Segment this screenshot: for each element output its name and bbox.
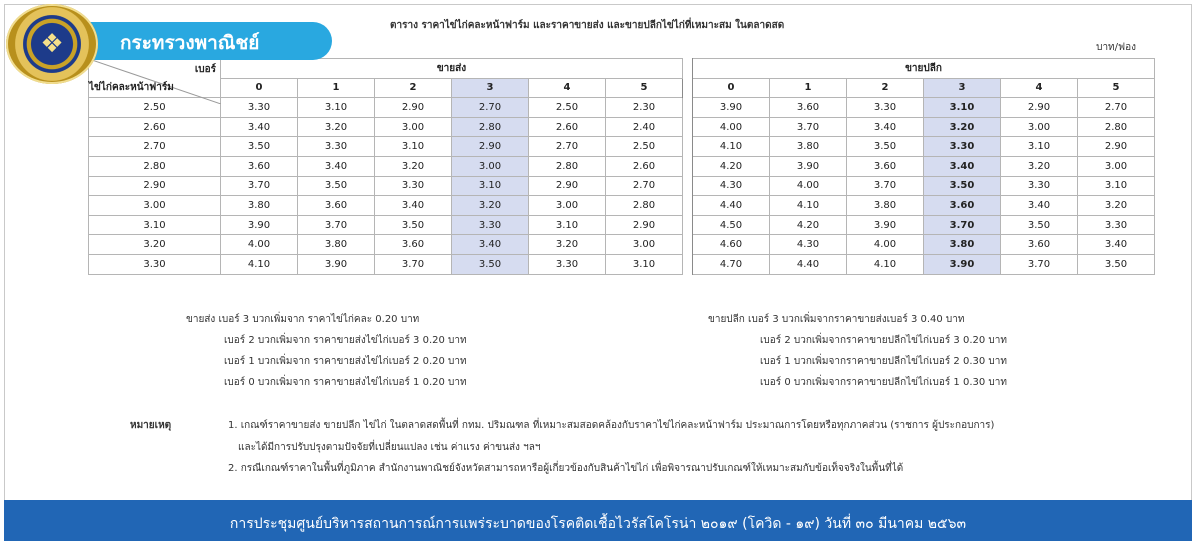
- retail-price-cell: 3.90: [770, 156, 847, 176]
- retail-price-cell: 3.60: [924, 196, 1001, 216]
- wholesale-price-cell: 3.70: [221, 176, 298, 196]
- table-row: [89, 176, 1155, 196]
- retail-price-cell: 4.70: [693, 254, 770, 274]
- retail-price-cell: 3.50: [847, 137, 924, 157]
- column-separator: [683, 98, 693, 118]
- wholesale-price-cell: 3.50: [452, 254, 529, 274]
- retail-price-cell: 3.70: [1001, 254, 1078, 274]
- wholesale-price-cell: 2.40: [606, 117, 683, 137]
- retail-price-cell: 3.30: [924, 137, 1001, 157]
- retail-price-cell: 4.60: [693, 235, 770, 255]
- retail-price-cell: 4.50: [693, 215, 770, 235]
- retail-group-header: ขายปลีก: [693, 59, 1155, 79]
- wholesale-price-cell: 2.50: [529, 98, 606, 118]
- wholesale-price-cell: 2.80: [606, 196, 683, 216]
- retail-price-cell: 3.70: [847, 176, 924, 196]
- wholesale-price-cell: 3.60: [298, 196, 375, 216]
- farm-price-header-label: ไข่ไก่คละหน้าฟาร์ม: [89, 82, 174, 94]
- table-row: [89, 196, 1155, 216]
- column-separator: [683, 254, 693, 274]
- retail-price-cell: 4.30: [770, 235, 847, 255]
- wholesale-price-cell: 3.40: [298, 156, 375, 176]
- retail-price-cell: 3.40: [1001, 196, 1078, 216]
- column-separator: [683, 156, 693, 176]
- footer-banner: [4, 500, 1192, 541]
- size-header-label: เบอร์: [194, 64, 216, 75]
- wholesale-price-cell: 2.50: [606, 137, 683, 157]
- column-separator: [683, 196, 693, 216]
- retail-price-cell: 4.40: [693, 196, 770, 216]
- retail-price-cell: 3.30: [1078, 215, 1155, 235]
- egg-price-table: [88, 58, 1155, 275]
- wholesale-note-line: เบอร์ 0 บวกเพิ่มจาก ราคาขายส่งไข่ไก่เบอร์ 1 0.20 บาท: [224, 377, 467, 388]
- wholesale-price-cell: 3.50: [298, 176, 375, 196]
- farm-price-cell: 2.90: [89, 176, 221, 196]
- retail-price-cell: 4.20: [693, 156, 770, 176]
- farm-price-cell: 3.20: [89, 235, 221, 255]
- table-row: [89, 254, 1155, 274]
- remarks-heading: หมายเหตุ: [130, 420, 172, 431]
- farm-price-cell: 3.30: [89, 254, 221, 274]
- wholesale-price-cell: 2.60: [529, 117, 606, 137]
- retail-size-header: 0: [693, 78, 770, 98]
- retail-price-cell: 4.00: [847, 235, 924, 255]
- wholesale-price-cell: 3.00: [452, 156, 529, 176]
- retail-price-cell: 3.20: [1078, 196, 1155, 216]
- column-separator: [683, 117, 693, 137]
- wholesale-price-cell: 3.20: [529, 235, 606, 255]
- wholesale-price-cell: 3.20: [375, 156, 452, 176]
- column-separator: [683, 59, 693, 98]
- corner-header-cell: [89, 59, 221, 98]
- retail-price-cell: 3.20: [1001, 156, 1078, 176]
- unit-label: บาท/ฟอง: [1096, 42, 1136, 53]
- wholesale-size-header: 0: [221, 78, 298, 98]
- wholesale-size-header: 2: [375, 78, 452, 98]
- retail-price-cell: 4.20: [770, 215, 847, 235]
- retail-price-cell: 3.90: [847, 215, 924, 235]
- wholesale-price-cell: 3.50: [375, 215, 452, 235]
- retail-price-cell: 3.10: [1001, 137, 1078, 157]
- wholesale-price-cell: 3.90: [221, 215, 298, 235]
- retail-price-cell: 3.60: [847, 156, 924, 176]
- retail-price-cell: 3.50: [1078, 254, 1155, 274]
- retail-price-cell: 2.70: [1078, 98, 1155, 118]
- wholesale-price-cell: 3.40: [452, 235, 529, 255]
- retail-size-header: 4: [1001, 78, 1078, 98]
- wholesale-price-cell: 2.70: [452, 98, 529, 118]
- wholesale-size-header: 1: [298, 78, 375, 98]
- column-separator: [683, 176, 693, 196]
- table-row: [89, 215, 1155, 235]
- size-header-row: [89, 78, 1155, 98]
- retail-price-cell: 4.40: [770, 254, 847, 274]
- wholesale-price-cell: 3.30: [221, 98, 298, 118]
- ministry-banner: [60, 22, 332, 60]
- retail-note-line: เบอร์ 0 บวกเพิ่มจากราคาขายปลีกไข่ไก่เบอร์ 1 0.30 บาท: [760, 377, 1007, 388]
- wholesale-price-cell: 3.10: [375, 137, 452, 157]
- retail-price-cell: 4.10: [770, 196, 847, 216]
- retail-price-cell: 3.50: [924, 176, 1001, 196]
- retail-price-cell: 3.00: [1001, 117, 1078, 137]
- table-row: [89, 98, 1155, 118]
- wholesale-price-cell: 3.30: [452, 215, 529, 235]
- retail-price-cell: 3.80: [770, 137, 847, 157]
- wholesale-note-line: ขายส่ง เบอร์ 3 บวกเพิ่มจาก ราคาไข่ไก่คละ 0.20 บาท: [186, 314, 420, 325]
- wholesale-price-cell: 3.30: [298, 137, 375, 157]
- farm-price-cell: 2.70: [89, 137, 221, 157]
- wholesale-size-header: 5: [606, 78, 683, 98]
- retail-note-line: เบอร์ 2 บวกเพิ่มจากราคาขายปลีกไข่ไก่เบอร์ 3 0.20 บาท: [760, 335, 1007, 346]
- wholesale-price-cell: 3.10: [298, 98, 375, 118]
- retail-price-cell: 4.00: [770, 176, 847, 196]
- retail-size-header: 1: [770, 78, 847, 98]
- retail-note-line: ขายปลีก เบอร์ 3 บวกเพิ่มจากราคาขายส่งเบอร์ 3 0.40 บาท: [708, 314, 965, 325]
- retail-price-cell: 3.40: [1078, 235, 1155, 255]
- retail-price-cell: 2.90: [1078, 137, 1155, 157]
- retail-price-cell: 3.30: [847, 98, 924, 118]
- wholesale-price-cell: 2.90: [452, 137, 529, 157]
- wholesale-price-cell: 2.70: [606, 176, 683, 196]
- retail-price-cell: 4.00: [693, 117, 770, 137]
- ministry-seal-logo: [6, 4, 98, 84]
- wholesale-price-cell: 3.60: [221, 156, 298, 176]
- wholesale-price-cell: 2.90: [529, 176, 606, 196]
- table-row: [89, 117, 1155, 137]
- retail-size-header: 5: [1078, 78, 1155, 98]
- footer-text: การประชุมศูนย์บริหารสถานการณ์การแพร่ระบาดของโรคติดเชื้อไวรัสโคโรน่า ๒๐๑๙ (โควิด - ๑๙) วันที่ ๓๐ มีนาคม ๒๕๖๓: [229, 516, 967, 532]
- wholesale-price-cell: 3.30: [529, 254, 606, 274]
- wholesale-price-cell: 3.60: [375, 235, 452, 255]
- wholesale-price-cell: 4.10: [221, 254, 298, 274]
- wholesale-price-cell: 2.70: [529, 137, 606, 157]
- wholesale-price-cell: 3.00: [606, 235, 683, 255]
- wholesale-price-cell: 2.60: [606, 156, 683, 176]
- farm-price-cell: 3.10: [89, 215, 221, 235]
- wholesale-price-cell: 3.40: [221, 117, 298, 137]
- wholesale-group-header: ขายส่ง: [221, 59, 683, 79]
- wholesale-price-cell: 3.50: [221, 137, 298, 157]
- wholesale-price-cell: 3.90: [298, 254, 375, 274]
- farm-price-cell: 2.80: [89, 156, 221, 176]
- wholesale-price-cell: 2.80: [529, 156, 606, 176]
- table-header-row: [89, 59, 1155, 79]
- wholesale-price-cell: 3.00: [375, 117, 452, 137]
- retail-size-header: 2: [847, 78, 924, 98]
- retail-price-cell: 3.60: [770, 98, 847, 118]
- wholesale-price-cell: 3.20: [452, 196, 529, 216]
- retail-price-cell: 3.70: [924, 215, 1001, 235]
- retail-price-cell: 3.10: [1078, 176, 1155, 196]
- remark-line: และได้มีการปรับปรุงตามปัจจัยที่เปลี่ยนแปลง เช่น ค่าแรง ค่าขนส่ง ฯลฯ: [238, 442, 541, 453]
- column-separator: [683, 235, 693, 255]
- retail-price-cell: 4.10: [847, 254, 924, 274]
- wholesale-price-cell: 3.10: [529, 215, 606, 235]
- wholesale-price-cell: 3.80: [221, 196, 298, 216]
- remark-line: 1. เกณฑ์ราคาขายส่ง ขายปลีก ไข่ไก่ ในตลาดสดพื้นที่ กทม. ปริมณฑล ที่เหมาะสมสอดคล้องกับราคาไข่ไก่คละหน้าฟาร์ม ประมาณการโดยหรือทุกภาคส่วน (ราชการ ผู้ประกอบการ): [228, 420, 995, 431]
- wholesale-price-cell: 3.80: [298, 235, 375, 255]
- retail-price-cell: 3.60: [1001, 235, 1078, 255]
- wholesale-price-cell: 3.70: [375, 254, 452, 274]
- retail-size-header: 3: [924, 78, 1001, 98]
- retail-price-cell: 3.50: [1001, 215, 1078, 235]
- wholesale-size-header: 4: [529, 78, 606, 98]
- ministry-name: กระทรวงพาณิชย์: [120, 32, 260, 54]
- retail-price-cell: 3.90: [924, 254, 1001, 274]
- table-row: [89, 137, 1155, 157]
- retail-price-cell: 3.30: [1001, 176, 1078, 196]
- table-row: [89, 156, 1155, 176]
- retail-note-line: เบอร์ 1 บวกเพิ่มจากราคาขายปลีกไข่ไก่เบอร์ 2 0.30 บาท: [760, 356, 1007, 367]
- retail-price-cell: 4.10: [693, 137, 770, 157]
- retail-price-cell: 3.80: [924, 235, 1001, 255]
- wholesale-price-cell: 2.90: [375, 98, 452, 118]
- retail-price-cell: 3.90: [693, 98, 770, 118]
- retail-price-cell: 3.10: [924, 98, 1001, 118]
- farm-price-cell: 2.50: [89, 98, 221, 118]
- retail-price-cell: 3.20: [924, 117, 1001, 137]
- retail-price-cell: 3.70: [770, 117, 847, 137]
- column-separator: [683, 137, 693, 157]
- retail-price-cell: 2.80: [1078, 117, 1155, 137]
- wholesale-note-line: เบอร์ 1 บวกเพิ่มจาก ราคาขายส่งไข่ไก่เบอร์ 2 0.20 บาท: [224, 356, 467, 367]
- retail-price-cell: 3.40: [924, 156, 1001, 176]
- retail-price-cell: 3.00: [1078, 156, 1155, 176]
- farm-price-cell: 3.00: [89, 196, 221, 216]
- wholesale-price-cell: 3.00: [529, 196, 606, 216]
- wholesale-price-cell: 3.10: [606, 254, 683, 274]
- table-row: [89, 235, 1155, 255]
- retail-price-cell: 2.90: [1001, 98, 1078, 118]
- wholesale-price-cell: 3.20: [298, 117, 375, 137]
- document-title: ตาราง ราคาไข่ไก่คละหน้าฟาร์ม และราคาขายส่ง และขายปลีกไข่ไก่ที่เหมาะสม ในตลาดสด: [390, 20, 785, 31]
- garuda-icon: ❖: [40, 29, 64, 59]
- wholesale-price-cell: 3.30: [375, 176, 452, 196]
- retail-price-cell: 3.40: [847, 117, 924, 137]
- wholesale-price-cell: 2.80: [452, 117, 529, 137]
- retail-price-cell: 4.30: [693, 176, 770, 196]
- remark-line: 2. กรณีเกณฑ์ราคาในพื้นที่ภูมิภาค สำนักงานพาณิชย์จังหวัดสามารถหารือผู้เกี่ยวข้องกับสินค้าไข่ไก่ เพื่อพิจารณาปรับเกณฑ์ให้เหมาะสมกับข้อเท็จจริงในพื้นที่ได้: [228, 463, 904, 474]
- retail-price-cell: 3.80: [847, 196, 924, 216]
- wholesale-price-cell: 4.00: [221, 235, 298, 255]
- wholesale-price-cell: 3.70: [298, 215, 375, 235]
- wholesale-price-cell: 3.40: [375, 196, 452, 216]
- column-separator: [683, 215, 693, 235]
- wholesale-note-line: เบอร์ 2 บวกเพิ่มจาก ราคาขายส่งไข่ไก่เบอร์ 3 0.20 บาท: [224, 335, 467, 346]
- farm-price-cell: 2.60: [89, 117, 221, 137]
- wholesale-price-cell: 3.10: [452, 176, 529, 196]
- wholesale-size-header: 3: [452, 78, 529, 98]
- wholesale-price-cell: 2.30: [606, 98, 683, 118]
- wholesale-price-cell: 2.90: [606, 215, 683, 235]
